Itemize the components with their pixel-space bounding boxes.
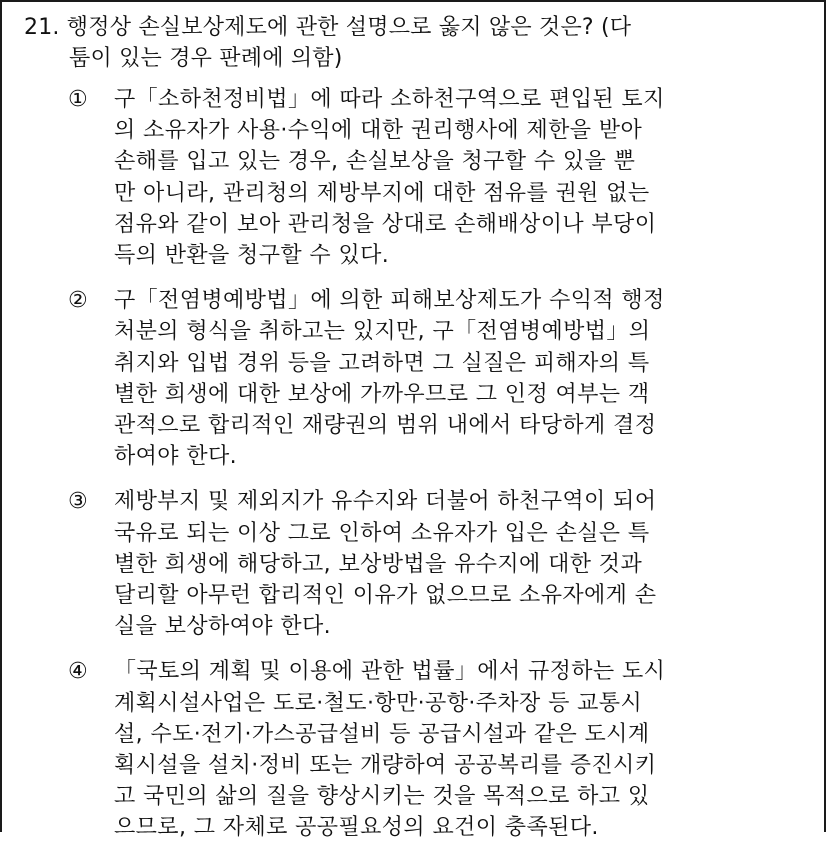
option-line: 「국토의 계획 및 이용에 관한 법률」에서 규정하는 도시 xyxy=(114,659,666,685)
question-stem xyxy=(24,12,631,74)
option-line: 으므로, 그 자체로 공공필요성의 요건이 충족된다. xyxy=(114,815,599,841)
answer-option-2[interactable] xyxy=(68,285,808,472)
option-line: 실을 보상하여야 한다. xyxy=(114,614,332,640)
option-line: 손해를 입고 있는 경우, 손실보상을 청구할 수 있을 뿐 xyxy=(114,149,636,175)
option-line: 획시설을 설치·정비 또는 개량하여 공공복리를 증진시키 xyxy=(114,753,657,779)
option-line: 구「전염병예방법」에 의한 피해보상제도가 수익적 행정 xyxy=(114,288,665,314)
answer-option-1[interactable] xyxy=(68,84,808,271)
option-line: 계획시설사업은 도로·철도·항만·공항·주차장 등 교통시 xyxy=(114,690,643,716)
option-line: 달리할 아무런 합리적인 이유가 없으므로 소유자에게 손 xyxy=(114,583,657,609)
answer-option-4[interactable] xyxy=(68,656,808,843)
question-stem-line: 툼이 있는 경우 판례에 의함) xyxy=(69,46,343,71)
question-number: 21. xyxy=(24,15,60,40)
option-line: 제방부지 및 제외지가 유수지와 더불어 하천구역이 되어 xyxy=(114,489,657,515)
option-line: 관적으로 합리적인 재량권의 범위 내에서 타당하게 결정 xyxy=(114,413,657,439)
option-line: 별한 희생에 해당하고, 보상방법을 유수지에 대한 것과 xyxy=(114,551,643,577)
option-text xyxy=(114,84,808,271)
option-line: 취지와 입법 경위 등을 고려하면 그 실질은 피해자의 특 xyxy=(114,350,650,376)
option-marker: ② xyxy=(68,288,89,314)
answer-option-3[interactable] xyxy=(68,486,808,642)
answer-options xyxy=(68,84,808,844)
option-line: 득의 반환을 청구할 수 있다. xyxy=(114,243,390,269)
option-text xyxy=(114,656,808,843)
option-line: 국유로 되는 이상 그로 인하여 소유자가 입은 손실은 특 xyxy=(114,520,650,546)
option-line: 구「소하천정비법」에 따라 소하천구역으로 편입된 토지 xyxy=(114,87,665,112)
option-line: 고 국민의 삶의 질을 향상시키는 것을 목적으로 하고 있 xyxy=(114,784,650,810)
option-line: 별한 희생에 대한 보상에 가까우므로 그 인정 여부는 객 xyxy=(114,381,650,407)
option-text xyxy=(114,486,808,642)
option-marker: ① xyxy=(68,87,89,112)
option-line: 처분의 형식을 취하고는 있지만, 구「전염병예방법」의 xyxy=(114,319,651,345)
question-stem-line: 21. 행정상 손실보상제도에 관한 설명으로 옳지 않은 것은? (다 xyxy=(24,15,632,40)
option-line: 점유와 같이 보아 관리청을 상대로 손해배상이나 부당이 xyxy=(114,211,657,237)
option-line: 만 아니라, 관리청의 제방부지에 대한 점유를 권원 없는 xyxy=(114,180,650,206)
option-line: 설, 수도·전기·가스공급설비 등 공급시설과 같은 도시계 xyxy=(114,721,650,747)
option-marker: ③ xyxy=(68,489,89,515)
option-line: 하여야 한다. xyxy=(114,444,238,470)
option-marker: ④ xyxy=(68,659,89,685)
option-line: 의 소유자가 사용·수익에 대한 권리행사에 제한을 받아 xyxy=(114,118,643,144)
option-text xyxy=(114,285,808,472)
